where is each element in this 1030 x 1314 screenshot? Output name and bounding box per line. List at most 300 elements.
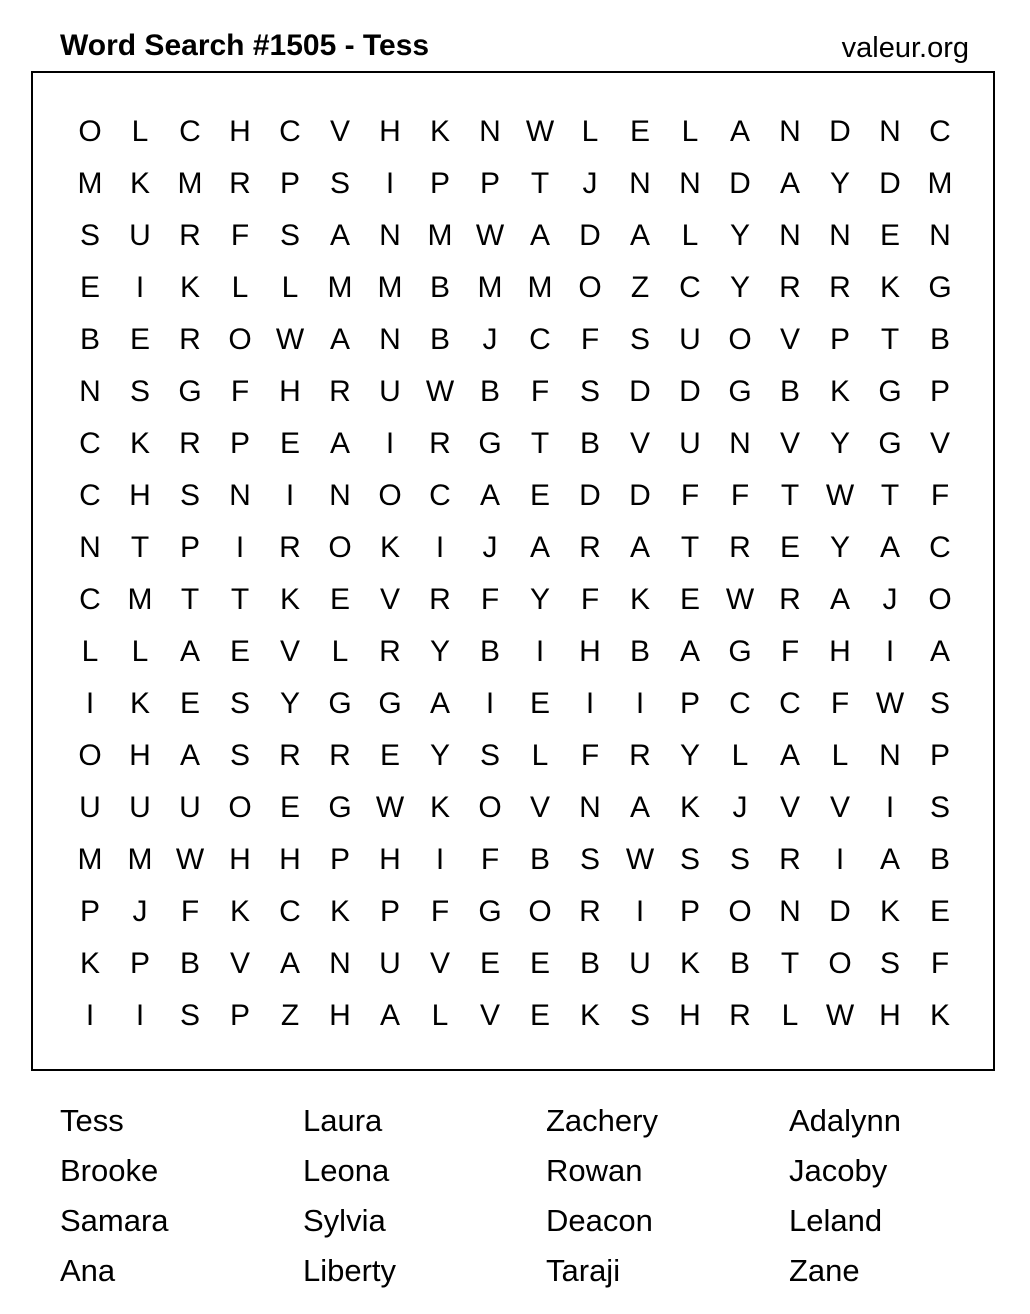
grid-letter[interactable]: T xyxy=(880,323,900,356)
grid-letter[interactable]: F xyxy=(580,583,600,616)
grid-letter[interactable]: S xyxy=(679,843,700,876)
grid-letter[interactable]: O xyxy=(528,895,552,928)
grid-letter[interactable]: B xyxy=(629,635,650,668)
grid-letter[interactable]: T xyxy=(680,531,700,564)
grid-letter[interactable]: J xyxy=(882,583,898,616)
grid-letter[interactable]: O xyxy=(928,583,952,616)
grid-letter[interactable]: R xyxy=(279,531,301,564)
grid-letter[interactable]: E xyxy=(329,583,350,616)
grid-letter[interactable]: O xyxy=(228,323,252,356)
grid-letter[interactable]: W xyxy=(425,375,455,408)
grid-letter[interactable]: C xyxy=(279,115,301,148)
grid-letter[interactable]: V xyxy=(779,791,800,824)
grid-letter[interactable]: S xyxy=(579,843,600,876)
grid-letter[interactable]: B xyxy=(429,323,450,356)
grid-letter[interactable]: B xyxy=(179,947,200,980)
grid-letter[interactable]: F xyxy=(680,479,700,512)
grid-letter[interactable]: O xyxy=(728,323,752,356)
grid-letter[interactable]: I xyxy=(635,687,645,720)
grid-letter[interactable]: V xyxy=(479,999,500,1032)
grid-letter[interactable]: H xyxy=(829,635,851,668)
grid-letter[interactable]: R xyxy=(279,739,301,772)
grid-letter[interactable]: T xyxy=(530,167,550,200)
grid-letter[interactable]: T xyxy=(780,947,800,980)
grid-letter[interactable]: P xyxy=(229,999,250,1032)
grid-letter[interactable]: U xyxy=(179,791,201,824)
grid-letter[interactable]: T xyxy=(530,427,550,460)
grid-letter[interactable]: L xyxy=(81,635,99,668)
grid-letter[interactable]: M xyxy=(427,219,453,252)
grid-letter[interactable]: F xyxy=(480,843,500,876)
grid-letter[interactable]: A xyxy=(779,167,800,200)
grid-letter[interactable]: C xyxy=(279,895,301,928)
grid-letter[interactable]: R xyxy=(179,219,201,252)
grid-letter[interactable]: K xyxy=(629,583,650,616)
grid-letter[interactable]: I xyxy=(485,687,495,720)
grid-letter[interactable]: K xyxy=(429,791,450,824)
grid-letter[interactable]: I xyxy=(135,271,145,304)
grid-letter[interactable]: C xyxy=(79,427,101,460)
grid-letter[interactable]: N xyxy=(79,531,101,564)
grid-letter[interactable]: Y xyxy=(429,635,450,668)
grid-letter[interactable]: C xyxy=(179,115,201,148)
grid-letter[interactable]: E xyxy=(879,219,900,252)
grid-letter[interactable]: U xyxy=(379,375,401,408)
grid-letter[interactable]: R xyxy=(579,531,601,564)
grid-letter[interactable]: I xyxy=(435,843,445,876)
grid-letter[interactable]: A xyxy=(779,739,800,772)
grid-letter[interactable]: D xyxy=(879,167,901,200)
grid-letter[interactable]: K xyxy=(379,531,400,564)
grid-letter[interactable]: U xyxy=(679,323,701,356)
grid-letter[interactable]: W xyxy=(175,843,205,876)
grid-letter[interactable]: D xyxy=(729,167,751,200)
grid-letter[interactable]: P xyxy=(329,843,350,876)
grid-letter[interactable]: A xyxy=(879,531,900,564)
grid-letter[interactable]: I xyxy=(435,531,445,564)
grid-letter[interactable]: C xyxy=(429,479,451,512)
grid-letter[interactable]: C xyxy=(79,479,101,512)
grid-letter[interactable]: N xyxy=(779,219,801,252)
grid-letter[interactable]: A xyxy=(629,791,650,824)
grid-letter[interactable]: S xyxy=(579,375,600,408)
grid-letter[interactable]: P xyxy=(679,687,700,720)
grid-letter[interactable]: I xyxy=(535,635,545,668)
grid-letter[interactable]: Y xyxy=(829,167,850,200)
grid-letter[interactable]: U xyxy=(129,791,151,824)
grid-letter[interactable]: Y xyxy=(679,739,700,772)
grid-letter[interactable]: A xyxy=(329,219,350,252)
grid-letter[interactable]: S xyxy=(729,843,750,876)
grid-letter[interactable]: L xyxy=(281,271,299,304)
grid-letter[interactable]: N xyxy=(329,947,351,980)
grid-letter[interactable]: C xyxy=(929,531,951,564)
grid-letter[interactable]: K xyxy=(829,375,850,408)
grid-letter[interactable]: P xyxy=(229,427,250,460)
grid-letter[interactable]: W xyxy=(625,843,655,876)
grid-letter[interactable]: K xyxy=(929,999,950,1032)
grid-letter[interactable]: F xyxy=(230,375,250,408)
grid-letter[interactable]: K xyxy=(679,791,700,824)
grid-letter[interactable]: F xyxy=(230,219,250,252)
grid-letter[interactable]: U xyxy=(629,947,651,980)
grid-letter[interactable]: O xyxy=(228,791,252,824)
grid-letter[interactable]: Y xyxy=(829,427,850,460)
grid-letter[interactable]: K xyxy=(879,271,900,304)
grid-letter[interactable]: P xyxy=(429,167,450,200)
grid-letter[interactable]: S xyxy=(629,999,650,1032)
grid-letter[interactable]: W xyxy=(475,219,505,252)
grid-letter[interactable]: O xyxy=(378,479,402,512)
grid-letter[interactable]: D xyxy=(629,375,651,408)
grid-letter[interactable]: T xyxy=(130,531,150,564)
grid-letter[interactable]: I xyxy=(85,999,95,1032)
grid-letter[interactable]: L xyxy=(781,999,799,1032)
grid-letter[interactable]: N xyxy=(379,323,401,356)
grid-letter[interactable]: R xyxy=(229,167,251,200)
grid-letter[interactable]: P xyxy=(829,323,850,356)
grid-letter[interactable]: A xyxy=(529,219,550,252)
grid-letter[interactable]: E xyxy=(629,115,650,148)
grid-letter[interactable]: E xyxy=(529,947,550,980)
grid-letter[interactable]: E xyxy=(779,531,800,564)
grid-letter[interactable]: I xyxy=(235,531,245,564)
grid-letter[interactable]: K xyxy=(429,115,450,148)
grid-letter[interactable]: H xyxy=(329,999,351,1032)
grid-letter[interactable]: W xyxy=(825,479,855,512)
grid-letter[interactable]: R xyxy=(429,583,451,616)
grid-letter[interactable]: G xyxy=(728,635,752,668)
grid-letter[interactable]: G xyxy=(178,375,202,408)
grid-letter[interactable]: N xyxy=(829,219,851,252)
grid-letter[interactable]: R xyxy=(629,739,651,772)
grid-letter[interactable]: V xyxy=(429,947,450,980)
grid-letter[interactable]: V xyxy=(929,427,950,460)
grid-letter[interactable]: B xyxy=(429,271,450,304)
grid-letter[interactable]: E xyxy=(179,687,200,720)
grid-letter[interactable]: H xyxy=(279,843,301,876)
grid-letter[interactable]: L xyxy=(331,635,349,668)
grid-letter[interactable]: C xyxy=(729,687,751,720)
grid-letter[interactable]: E xyxy=(929,895,950,928)
grid-letter[interactable]: I xyxy=(835,843,845,876)
grid-letter[interactable]: H xyxy=(379,115,401,148)
grid-letter[interactable]: R xyxy=(329,375,351,408)
grid-letter[interactable]: Y xyxy=(729,219,750,252)
grid-letter[interactable]: M xyxy=(77,167,103,200)
grid-letter[interactable]: F xyxy=(930,479,950,512)
grid-letter[interactable]: L xyxy=(531,739,549,772)
grid-letter[interactable]: F xyxy=(580,323,600,356)
grid-letter[interactable]: E xyxy=(229,635,250,668)
grid-letter[interactable]: K xyxy=(129,427,150,460)
grid-letter[interactable]: A xyxy=(529,531,550,564)
grid-letter[interactable]: C xyxy=(79,583,101,616)
grid-letter[interactable]: U xyxy=(379,947,401,980)
grid-letter[interactable]: V xyxy=(779,427,800,460)
grid-letter[interactable]: I xyxy=(585,687,595,720)
grid-letter[interactable]: K xyxy=(229,895,250,928)
grid-letter[interactable]: N xyxy=(879,739,901,772)
grid-letter[interactable]: R xyxy=(179,427,201,460)
grid-letter[interactable]: F xyxy=(530,375,550,408)
grid-letter[interactable]: R xyxy=(329,739,351,772)
grid-letter[interactable]: S xyxy=(879,947,900,980)
grid-letter[interactable]: M xyxy=(77,843,103,876)
grid-letter[interactable]: Y xyxy=(729,271,750,304)
grid-letter[interactable]: P xyxy=(179,531,200,564)
grid-letter[interactable]: R xyxy=(729,531,751,564)
grid-letter[interactable]: N xyxy=(329,479,351,512)
grid-letter[interactable]: Z xyxy=(280,999,300,1032)
grid-letter[interactable]: P xyxy=(929,375,950,408)
grid-letter[interactable]: J xyxy=(732,791,748,824)
grid-letter[interactable]: K xyxy=(579,999,600,1032)
grid-letter[interactable]: N xyxy=(929,219,951,252)
grid-letter[interactable]: S xyxy=(279,219,300,252)
grid-letter[interactable]: B xyxy=(79,323,100,356)
grid-letter[interactable]: E xyxy=(79,271,100,304)
grid-letter[interactable]: S xyxy=(629,323,650,356)
grid-letter[interactable]: B xyxy=(529,843,550,876)
grid-letter[interactable]: T xyxy=(180,583,200,616)
grid-letter[interactable]: J xyxy=(482,531,498,564)
grid-letter[interactable]: C xyxy=(779,687,801,720)
grid-letter[interactable]: H xyxy=(229,843,251,876)
grid-letter[interactable]: I xyxy=(385,167,395,200)
grid-letter[interactable]: M xyxy=(127,583,153,616)
grid-letter[interactable]: F xyxy=(480,583,500,616)
grid-letter[interactable]: T xyxy=(880,479,900,512)
grid-letter[interactable]: P xyxy=(129,947,150,980)
grid-letter[interactable]: R xyxy=(579,895,601,928)
grid-letter[interactable]: A xyxy=(429,687,450,720)
grid-letter[interactable]: D xyxy=(829,115,851,148)
grid-letter[interactable]: G xyxy=(328,791,352,824)
grid-letter[interactable]: N xyxy=(679,167,701,200)
grid-letter[interactable]: V xyxy=(829,791,850,824)
grid-letter[interactable]: E xyxy=(379,739,400,772)
grid-letter[interactable]: B xyxy=(929,843,950,876)
grid-letter[interactable]: K xyxy=(129,167,150,200)
grid-letter[interactable]: D xyxy=(679,375,701,408)
grid-letter[interactable]: S xyxy=(929,687,950,720)
grid-letter[interactable]: A xyxy=(179,635,200,668)
grid-letter[interactable]: A xyxy=(679,635,700,668)
grid-letter[interactable]: R xyxy=(379,635,401,668)
grid-letter[interactable]: I xyxy=(885,635,895,668)
grid-letter[interactable]: A xyxy=(629,531,650,564)
grid-letter[interactable]: A xyxy=(879,843,900,876)
grid-letter[interactable]: A xyxy=(829,583,850,616)
grid-letter[interactable]: M xyxy=(377,271,403,304)
grid-letter[interactable]: E xyxy=(279,427,300,460)
grid-letter[interactable]: L xyxy=(831,739,849,772)
grid-letter[interactable]: A xyxy=(629,219,650,252)
grid-letter[interactable]: W xyxy=(875,687,905,720)
grid-letter[interactable]: E xyxy=(479,947,500,980)
grid-letter[interactable]: W xyxy=(275,323,305,356)
grid-letter[interactable]: P xyxy=(479,167,500,200)
grid-letter[interactable]: G xyxy=(878,375,902,408)
grid-letter[interactable]: V xyxy=(279,635,300,668)
grid-letter[interactable]: B xyxy=(779,375,800,408)
grid-letter[interactable]: E xyxy=(529,999,550,1032)
grid-letter[interactable]: G xyxy=(878,427,902,460)
grid-letter[interactable]: I xyxy=(135,999,145,1032)
grid-letter[interactable]: G xyxy=(478,427,502,460)
grid-letter[interactable]: E xyxy=(529,479,550,512)
grid-letter[interactable]: S xyxy=(229,739,250,772)
grid-letter[interactable]: V xyxy=(229,947,250,980)
grid-letter[interactable]: U xyxy=(129,219,151,252)
grid-letter[interactable]: H xyxy=(129,739,151,772)
grid-letter[interactable]: J xyxy=(482,323,498,356)
grid-letter[interactable]: T xyxy=(230,583,250,616)
grid-letter[interactable]: N xyxy=(879,115,901,148)
grid-letter[interactable]: K xyxy=(279,583,300,616)
grid-letter[interactable]: G xyxy=(728,375,752,408)
grid-letter[interactable]: V xyxy=(779,323,800,356)
grid-letter[interactable]: S xyxy=(479,739,500,772)
grid-letter[interactable]: K xyxy=(329,895,350,928)
grid-letter[interactable]: N xyxy=(779,895,801,928)
grid-letter[interactable]: F xyxy=(830,687,850,720)
grid-letter[interactable]: Z xyxy=(630,271,650,304)
grid-letter[interactable]: B xyxy=(479,635,500,668)
grid-letter[interactable]: O xyxy=(478,791,502,824)
grid-letter[interactable]: H xyxy=(279,375,301,408)
grid-letter[interactable]: K xyxy=(879,895,900,928)
grid-letter[interactable]: G xyxy=(478,895,502,928)
grid-letter[interactable]: D xyxy=(579,479,601,512)
grid-letter[interactable]: B xyxy=(579,427,600,460)
grid-letter[interactable]: I xyxy=(885,791,895,824)
grid-letter[interactable]: R xyxy=(729,999,751,1032)
grid-letter[interactable]: C xyxy=(679,271,701,304)
grid-letter[interactable]: D xyxy=(579,219,601,252)
grid-letter[interactable]: N xyxy=(579,791,601,824)
grid-letter[interactable]: N xyxy=(629,167,651,200)
grid-letter[interactable]: M xyxy=(527,271,553,304)
grid-letter[interactable]: O xyxy=(728,895,752,928)
grid-letter[interactable]: K xyxy=(129,687,150,720)
grid-letter[interactable]: F xyxy=(930,947,950,980)
grid-letter[interactable]: O xyxy=(578,271,602,304)
grid-letter[interactable]: P xyxy=(279,167,300,200)
grid-letter[interactable]: I xyxy=(285,479,295,512)
grid-letter[interactable]: J xyxy=(132,895,148,928)
grid-letter[interactable]: W xyxy=(525,115,555,148)
grid-letter[interactable]: Y xyxy=(829,531,850,564)
grid-letter[interactable]: S xyxy=(179,479,200,512)
grid-letter[interactable]: V xyxy=(629,427,650,460)
grid-letter[interactable]: K xyxy=(79,947,100,980)
grid-letter[interactable]: M xyxy=(177,167,203,200)
grid-letter[interactable]: Y xyxy=(279,687,300,720)
grid-letter[interactable]: H xyxy=(679,999,701,1032)
grid-letter[interactable]: W xyxy=(375,791,405,824)
grid-letter[interactable]: H xyxy=(379,843,401,876)
grid-letter[interactable]: D xyxy=(629,479,651,512)
grid-letter[interactable]: J xyxy=(582,167,598,200)
grid-letter[interactable]: T xyxy=(780,479,800,512)
grid-letter[interactable]: G xyxy=(378,687,402,720)
grid-letter[interactable]: L xyxy=(131,115,149,148)
grid-letter[interactable]: C xyxy=(929,115,951,148)
grid-letter[interactable]: R xyxy=(179,323,201,356)
grid-letter[interactable]: S xyxy=(179,999,200,1032)
grid-letter[interactable]: H xyxy=(579,635,601,668)
grid-letter[interactable]: I xyxy=(385,427,395,460)
grid-letter[interactable]: I xyxy=(85,687,95,720)
grid-letter[interactable]: P xyxy=(79,895,100,928)
grid-letter[interactable]: L xyxy=(231,271,249,304)
grid-letter[interactable]: S xyxy=(229,687,250,720)
grid-letter[interactable]: U xyxy=(679,427,701,460)
grid-letter[interactable]: A xyxy=(479,479,500,512)
grid-letter[interactable]: V xyxy=(529,791,550,824)
grid-letter[interactable]: L xyxy=(131,635,149,668)
grid-letter[interactable]: E xyxy=(529,687,550,720)
grid-letter[interactable]: E xyxy=(279,791,300,824)
grid-letter[interactable]: M xyxy=(927,167,953,200)
grid-letter[interactable]: E xyxy=(679,583,700,616)
grid-letter[interactable]: S xyxy=(929,791,950,824)
grid-letter[interactable]: A xyxy=(329,323,350,356)
grid-letter[interactable]: M xyxy=(127,843,153,876)
grid-letter[interactable]: H xyxy=(129,479,151,512)
grid-letter[interactable]: A xyxy=(329,427,350,460)
grid-letter[interactable]: M xyxy=(327,271,353,304)
grid-letter[interactable]: C xyxy=(529,323,551,356)
grid-letter[interactable]: S xyxy=(79,219,100,252)
grid-letter[interactable]: R xyxy=(779,271,801,304)
grid-letter[interactable]: L xyxy=(681,115,699,148)
grid-letter[interactable]: R xyxy=(829,271,851,304)
grid-letter[interactable]: S xyxy=(129,375,150,408)
grid-letter[interactable]: Y xyxy=(429,739,450,772)
grid-letter[interactable]: N xyxy=(479,115,501,148)
grid-letter[interactable]: R xyxy=(779,583,801,616)
grid-letter[interactable]: B xyxy=(479,375,500,408)
grid-letter[interactable]: B xyxy=(579,947,600,980)
grid-letter[interactable]: O xyxy=(828,947,852,980)
grid-letter[interactable]: H xyxy=(879,999,901,1032)
grid-letter[interactable]: N xyxy=(379,219,401,252)
grid-letter[interactable]: N xyxy=(729,427,751,460)
grid-letter[interactable]: K xyxy=(679,947,700,980)
grid-letter[interactable]: N xyxy=(229,479,251,512)
grid-letter[interactable]: U xyxy=(79,791,101,824)
grid-letter[interactable]: N xyxy=(79,375,101,408)
grid-letter[interactable]: W xyxy=(725,583,755,616)
grid-letter[interactable]: R xyxy=(429,427,451,460)
grid-letter[interactable]: F xyxy=(430,895,450,928)
grid-letter[interactable]: E xyxy=(129,323,150,356)
grid-letter[interactable]: P xyxy=(929,739,950,772)
grid-letter[interactable]: K xyxy=(179,271,200,304)
grid-letter[interactable]: F xyxy=(730,479,750,512)
grid-letter[interactable]: A xyxy=(379,999,400,1032)
grid-letter[interactable]: B xyxy=(729,947,750,980)
grid-letter[interactable]: P xyxy=(679,895,700,928)
grid-letter[interactable]: B xyxy=(929,323,950,356)
grid-letter[interactable]: N xyxy=(779,115,801,148)
grid-letter[interactable]: W xyxy=(825,999,855,1032)
grid-letter[interactable]: M xyxy=(477,271,503,304)
grid-letter[interactable]: A xyxy=(729,115,750,148)
